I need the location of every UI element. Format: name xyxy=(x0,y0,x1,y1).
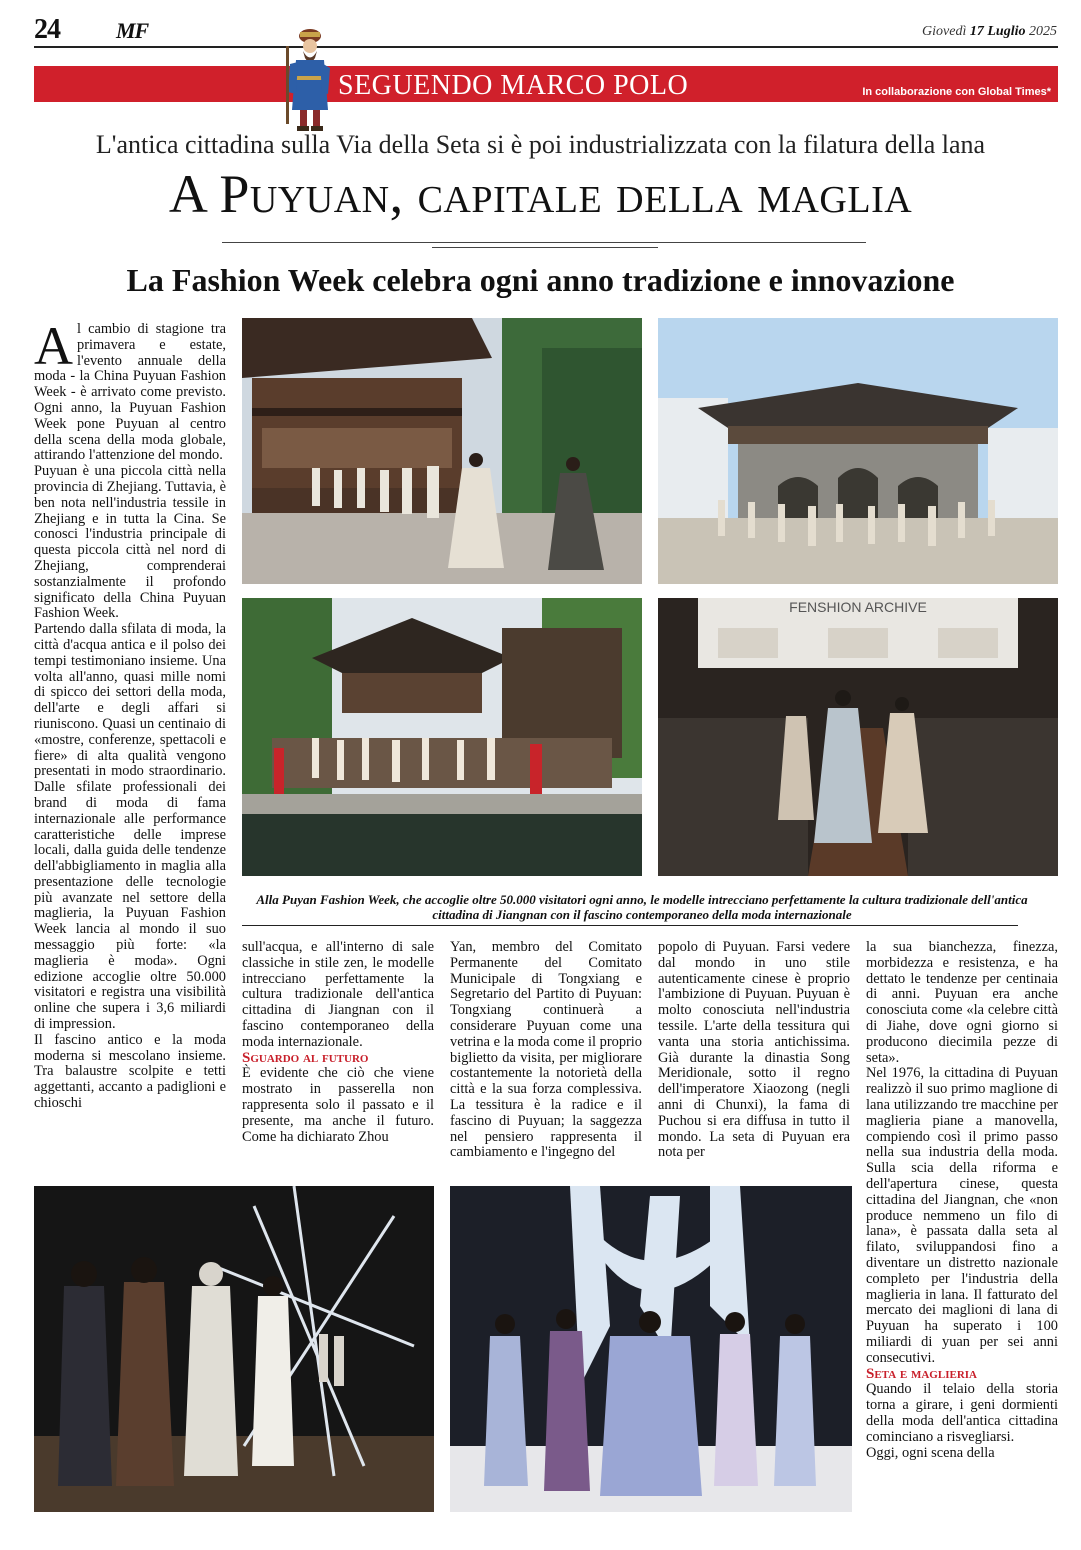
archive-sign-text: FENSHION ARCHIVE xyxy=(789,599,927,615)
section-heading-silk: Seta e maglieria xyxy=(866,1365,977,1382)
article-headline: A Puyuan, capitale della maglia xyxy=(168,164,913,224)
article-column-1 xyxy=(34,322,226,1177)
photo-indoor-runway xyxy=(658,598,1058,876)
col5-paragraph-1: la sua bianchezza, finezza, morbidezza e resistenza, e ha dettato le tendenze per centinaia di anni. Puyuan era anche conosciuta come «la celebre città di Jiahe, dove ogni giorno si producono diecimila pezze di seta». xyxy=(866,940,1058,1066)
col1-paragraph-2: Puyuan è una piccola città nella provincia di Zhejiang. Tuttavia, è ben nota nell'industria tessile in Zhejiang e in tutta la Cina. Se conosci l'industria principale di questa piccola città nel nord di Zhejiang, comprenderai sostanzialmente il profondo significato della China Puyuan Fashion Week. xyxy=(34,463,226,622)
photo-waterside-stage xyxy=(242,598,642,876)
headline-rule-long xyxy=(222,242,866,243)
col5-paragraph-4: Oggi, ogni scena della xyxy=(866,1444,995,1461)
caption-rule xyxy=(242,925,1018,926)
article-column-3 xyxy=(450,940,642,1178)
headline-rule-short xyxy=(432,247,658,248)
publication-logo: MF xyxy=(116,18,149,43)
issue-date: Giovedì 17 Luglio 2025 xyxy=(922,24,1057,39)
header-rule xyxy=(34,46,1058,48)
section-title: SEGUENDO MARCO POLO xyxy=(338,70,689,101)
article-column-5 xyxy=(866,940,1058,1515)
col1-paragraph-1: l cambio di stagione tra primavera e estate, l'evento annuale della moda - la China Puyuan Fashion Week - è arrivato come previsto. Ogni anno, la Puyuan Fashion Week pone Puyuan al centro della scena della moda globale, attirando l'attenzione del mondo. xyxy=(34,322,226,464)
page-number: 24 xyxy=(34,14,60,45)
marco-polo-illustration xyxy=(280,24,338,134)
col4-paragraph-1: popolo di Puyuan. Farsi vedere dal mondo in uno stile autenticamente cinese è proprio l'ambizione di Puyuan. Puyuan è molto conosciuta nell'industria tessile. L'arte della tessitura qui vanta una storia antichissima. Già durante la dinastia Song Meridionale, sotto il regno dell'imperatore Xiaozong (negli anni di Chunxi), la fama di Puchou si era diffusa in tutto il mondo. La seta di Puyuan era nota per xyxy=(658,940,850,1161)
col5-paragraph-3: Quando il telaio della storia torna a girare, i geni dormienti della moda dell'antica cittadina cominciano a risvegliarsi. xyxy=(866,1381,1058,1445)
col2-paragraph-1: sull'acqua, e all'interno di sale classiche in stile zen, le modelle intrecciano perfettamente la cultura tradizionale dell'antica cittadina di Jiangnan con il fascino contemporaneo della moda internazionale. xyxy=(242,940,434,1050)
article-column-4 xyxy=(658,940,850,1178)
collaboration-note: In collaborazione con Global Times* xyxy=(862,86,1051,98)
article-column-2 xyxy=(242,940,434,1178)
photo-pavilion-runway xyxy=(242,318,642,584)
article-kicker: L'antica cittadina sulla Via della Seta si è poi industrializzata con la filatura della lana xyxy=(95,130,986,159)
photo-caption: Alla Puyan Fashion Week, che accoglie oltre 50.000 visitatori ogni anno, le modelle intrecciano perfettamente la cultura tradizionale dell'antica cittadina di Jiangnan con il fascino contemporaneo della moda internazionale xyxy=(256,892,1028,922)
col1-paragraph-3: Partendo dalla sfilata di moda, la città d'acqua antica e il polso dei tempi testimoniano insieme. Una volta all'anno, quasi mille nomi di spicco dei settori della moda, dell'arte e degli affari si riuniscono. Quasi un centinaio di «mostre, conferenze, spettacoli e fiere» di alta qualità vengono presentati in modo straordinario. Dalle sfilate professionali dei brand di moda di fama internazionale alle performance caratteristiche delle imprese locali, dalla guida delle tendenze dell'abbigliamento in maglia alla presentazione delle tecnologie più avanzate nel settore della maglieria, la Puyuan Fashion Week lancia al mondo il suo messaggio più forte: «la maglieria è moda». Ogni edizione accoglie oltre 50.000 visitatori e registra una visibilità online che supera i 3,6 miliardi di impression. xyxy=(34,621,226,1033)
section-heading-future: Sguardo al futuro xyxy=(242,1049,369,1066)
col5-paragraph-2: Nel 1976, la cittadina di Puyuan realizzò il suo primo maglione di lana utilizzando tre macchine per maglieria piane a manovella, compiendo così il primo passo nella sua industria della moda. Sulla scia della riforma e dell'apertura cinese, questa cittadina del Jiangnan, che «non produce nemmeno un filo di lana», è passata dalla seta al filato, sviluppandosi fino a diventare un distretto nazionale completo per l'industria della maglieria in lana. Il fatturato del mercato dei maglioni di lana di Puyuan ha superato i 100 miliardi di yuan per sei anni consecutivi. xyxy=(866,1065,1058,1366)
article-subheadline: La Fashion Week celebra ogni anno tradizione e innovazione xyxy=(126,262,955,298)
col1-paragraph-4: Il fascino antico e la moda moderna si mescolano insieme. Tra balaustre scolpite e tetti aggettanti, accanto a padiglioni e chioschi xyxy=(34,1031,226,1112)
photo-light-sculpture-runway xyxy=(34,1186,434,1512)
photo-stone-gate xyxy=(658,318,1058,584)
drop-cap: A xyxy=(34,322,73,376)
col2-paragraph-2: È evidente che ciò che viene mostrato in passerella non rappresenta solo il passato e il presente, ma anche il futuro. Come ha dichiarato Zhou xyxy=(242,1065,434,1145)
col3-paragraph-1: Yan, membro del Comitato Permanente del Comitato Municipale di Tongxiang e Segretario del Partito di Puyuan: Tongxiang continuerà a considerare Puyuan come una vetrina e la moda come il proprio biglietto da visita, per migliorare costantemente la notorietà della città e la sua forza complessiva. La tessitura è la radice e il fascino di Puyuan; la saggezza nel pensiero rappresenta il cambiamento e l'ingegno del xyxy=(450,940,642,1161)
photo-feather-installation xyxy=(450,1186,852,1512)
